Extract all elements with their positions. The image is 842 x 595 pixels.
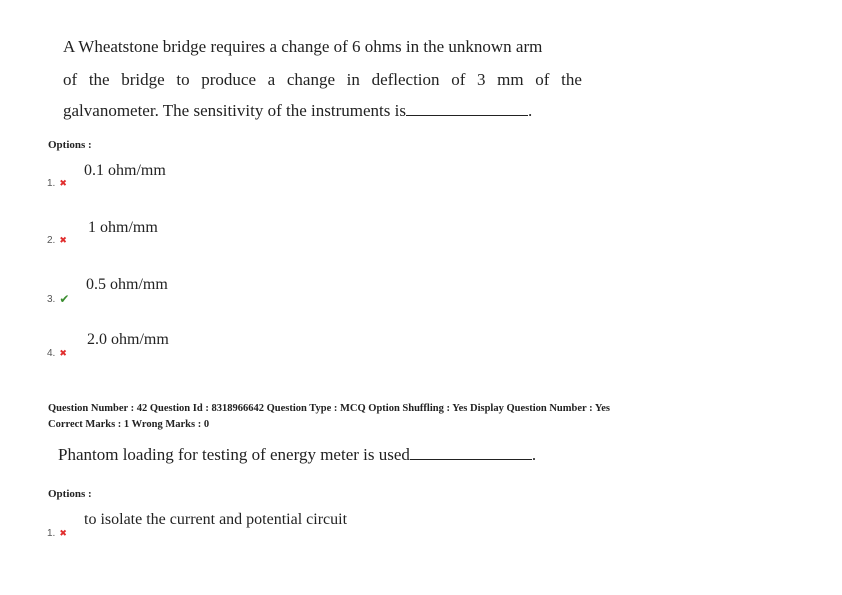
wrong-icon: ✖: [59, 178, 67, 188]
line-end-period: .: [527, 101, 533, 120]
word: bridge: [121, 70, 165, 89]
question-42-meta-line-2: Correct Marks : 1 Wrong Marks : 0: [48, 419, 210, 430]
word: to: [176, 70, 190, 89]
option-1-marker: [47, 178, 67, 189]
question-41-line-3: [63, 101, 532, 121]
question-42-text: [58, 445, 536, 465]
option-2-marker: [47, 235, 67, 246]
word: the: [561, 70, 582, 89]
question-41-line-1: A Wheatstone bridge requires a change of 6 ohms in the unknown arm: [63, 37, 543, 56]
question-41-line-3-text: galvanometer. The sensitivity of the instruments is: [63, 101, 406, 120]
wrong-icon: ✖: [59, 235, 67, 245]
word: deflection: [371, 70, 440, 89]
option-4-marker: [47, 348, 67, 359]
answer-blank: [406, 101, 528, 116]
option-number: 1.: [47, 178, 56, 189]
word: of: [63, 70, 78, 89]
option-1-text: 0.1 ohm/mm: [84, 162, 166, 179]
check-icon: ✔: [59, 292, 70, 306]
option-number: 2.: [47, 235, 56, 246]
word: in: [346, 70, 360, 89]
word: the: [88, 70, 110, 89]
option-3-text: 0.5 ohm/mm: [86, 276, 168, 293]
q42-option-1-marker: [47, 528, 67, 539]
word: mm: [497, 70, 524, 89]
wrong-icon: ✖: [59, 348, 67, 358]
wrong-icon: ✖: [59, 528, 67, 538]
answer-blank: [410, 445, 532, 460]
word: 3: [477, 70, 486, 89]
option-4-text: 2.0 ohm/mm: [87, 331, 169, 348]
question-41-line-2: [63, 70, 582, 90]
question-42-text-body: Phantom loading for testing of energy meter is used: [58, 445, 410, 464]
option-3-marker: [47, 292, 69, 306]
word: of: [535, 70, 550, 89]
word: produce: [201, 70, 257, 89]
question-42-meta-line-1: Question Number : 42 Question Id : 8318966642 Question Type : MCQ Option Shuffling : Yes Display Question Number : Yes: [48, 403, 611, 414]
option-number: 1.: [47, 528, 56, 539]
q42-option-1-text: to isolate the current and potential circuit: [84, 511, 348, 528]
option-number: 4.: [47, 348, 56, 359]
line-end-period: .: [531, 445, 537, 464]
word: of: [451, 70, 466, 89]
options-label: Options :: [48, 139, 92, 151]
option-2-text: 1 ohm/mm: [88, 219, 158, 236]
word: change: [286, 70, 336, 89]
options-label: Options :: [48, 488, 92, 500]
option-number: 3.: [47, 293, 56, 305]
word: a: [267, 70, 276, 89]
